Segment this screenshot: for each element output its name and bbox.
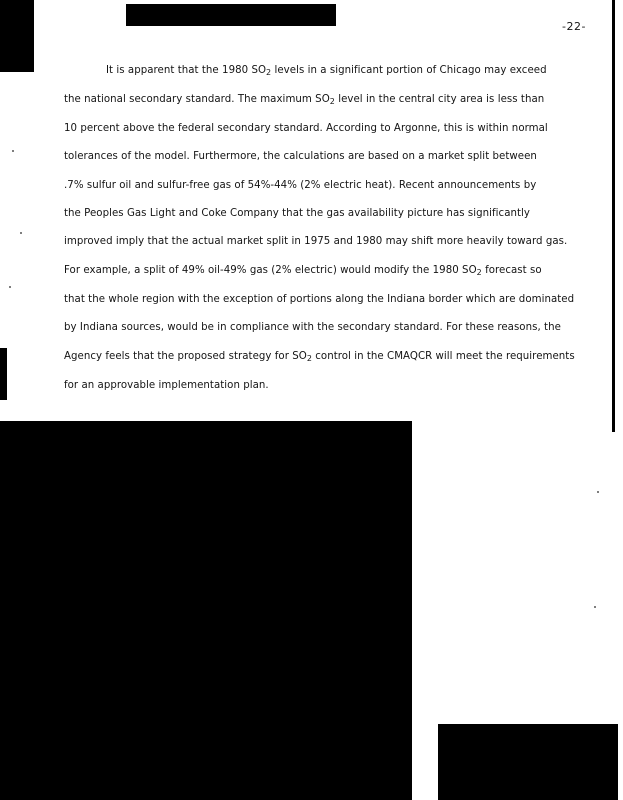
scan-edge-left-top [0, 0, 34, 72]
paragraph-line: that the whole region with the exception of portions along the Indiana border which are dominated [64, 294, 575, 305]
redaction-block-bottom-right [438, 724, 618, 800]
paragraph-line: the national secondary standard. The maximum $SO_2$ level in the central city area is less than [64, 94, 545, 106]
paragraph-line: improved imply that the actual market split in 1975 and 1980 may shift more heavily toward gas. [64, 236, 568, 247]
scan-speck [9, 286, 11, 288]
paragraph-line: It is apparent that the 1980 $SO_2$ levels in a significant portion of Chicago may exceed [106, 65, 547, 77]
redaction-block-large [0, 421, 412, 800]
paragraph-line: tolerances of the model. Furthermore, the calculations are based on a market split between [64, 151, 537, 162]
paragraph-line: For example, a split of 49% oil-49% gas (2% electric) would modify the 1980 $SO_2$ forecast so [64, 265, 542, 277]
paragraph-line: for an approvable implementation plan. [64, 380, 269, 391]
scan-speck [594, 606, 596, 608]
scan-speck [597, 491, 599, 493]
scan-edge-right [612, 0, 615, 432]
paragraph-line: 10 percent above the federal secondary standard. According to Argonne, this is within normal [64, 123, 548, 134]
paragraph-line: .7% sulfur oil and sulfur-free gas of 54%-44% (2% electric heat). Recent announcements by [64, 180, 537, 191]
paragraph-line: the Peoples Gas Light and Coke Company that the gas availability picture has significantly [64, 208, 530, 219]
paragraph-line: by Indiana sources, would be in compliance with the secondary standard. For these reasons, the [64, 322, 561, 333]
scan-edge-left-mid [0, 348, 7, 400]
redaction-block-header [126, 4, 336, 26]
scan-speck [20, 232, 22, 234]
page-number: -22- [562, 20, 586, 33]
scan-speck [12, 150, 14, 152]
paragraph-line: Agency feels that the proposed strategy for $SO_2$ control in the CMAQCR will meet the requirements [64, 351, 575, 363]
